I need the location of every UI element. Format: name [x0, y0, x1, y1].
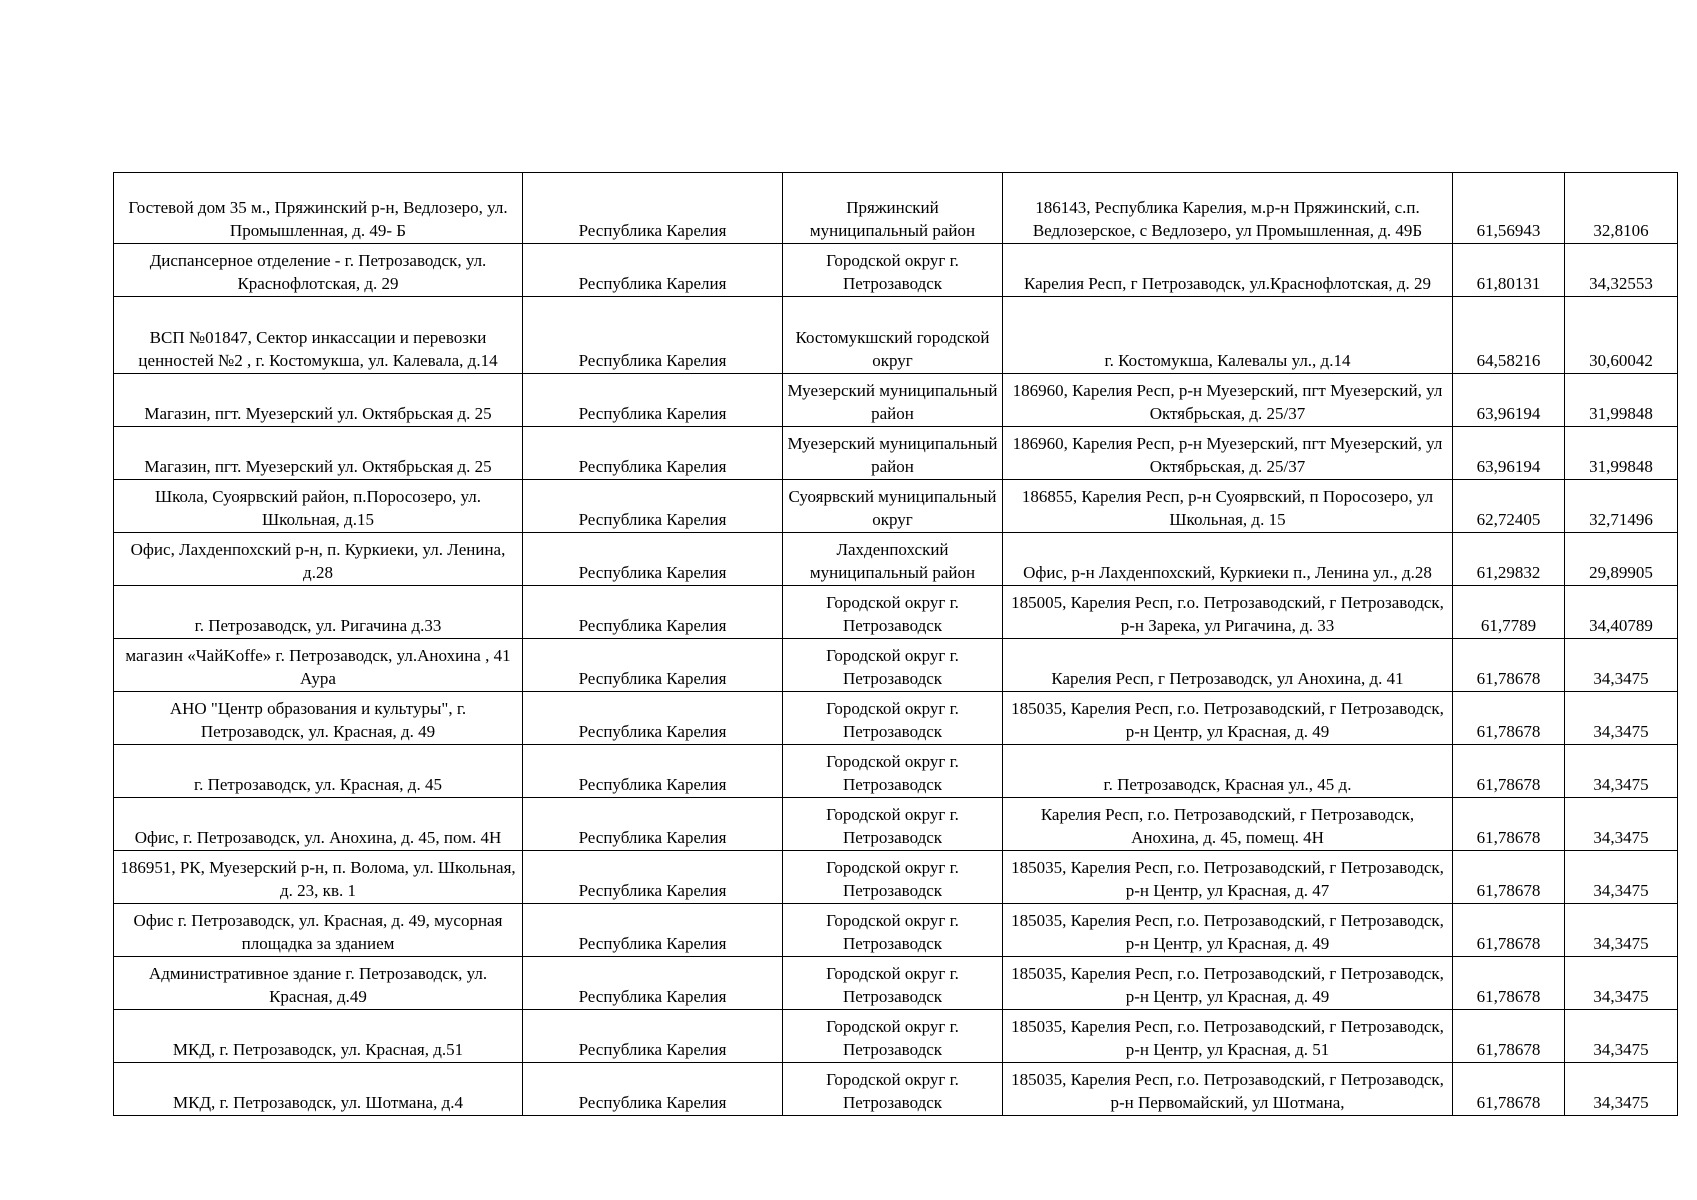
region-cell: Республика Карелия	[523, 798, 783, 851]
address-cell: 185005, Карелия Респ, г.о. Петрозаводский, г Петрозаводск, р-н Зарека, ул Ригачина, д. 33	[1003, 586, 1453, 639]
district-cell: Городской округ г. Петрозаводск	[783, 798, 1003, 851]
object-name-cell: Диспансерное отделение - г. Петрозаводск, ул. Краснофлотская, д. 29	[114, 244, 523, 297]
latitude-cell: 63,96194	[1453, 427, 1565, 480]
latitude-cell: 64,58216	[1453, 297, 1565, 374]
address-cell: Офис, р-н Лахденпохский, Куркиеки п., Ленина ул., д.28	[1003, 533, 1453, 586]
longitude-cell: 34,3475	[1565, 957, 1678, 1010]
longitude-cell: 34,32553	[1565, 244, 1678, 297]
address-cell: 186960, Карелия Респ, р-н Муезерский, пгт Муезерский, ул Октябрьская, д. 25/37	[1003, 374, 1453, 427]
table-row	[114, 798, 1678, 851]
latitude-cell: 61,78678	[1453, 639, 1565, 692]
region-cell: Республика Карелия	[523, 851, 783, 904]
latitude-cell: 61,80131	[1453, 244, 1565, 297]
locations-table	[113, 172, 1678, 1116]
address-cell: 186960, Карелия Респ, р-н Муезерский, пгт Муезерский, ул Октябрьская, д. 25/37	[1003, 427, 1453, 480]
latitude-cell: 61,78678	[1453, 798, 1565, 851]
region-cell: Республика Карелия	[523, 904, 783, 957]
address-cell: Карелия Респ, г Петрозаводск, ул.Краснофлотская, д. 29	[1003, 244, 1453, 297]
district-cell: Городской округ г. Петрозаводск	[783, 851, 1003, 904]
object-name-cell: г. Петрозаводск, ул. Красная, д. 45	[114, 745, 523, 798]
address-cell: 186855, Карелия Респ, р-н Суоярвский, п Поросозеро, ул Школьная, д. 15	[1003, 480, 1453, 533]
district-cell: Городской округ г. Петрозаводск	[783, 244, 1003, 297]
district-cell: Лахденпохский муниципальный район	[783, 533, 1003, 586]
latitude-cell: 61,78678	[1453, 957, 1565, 1010]
longitude-cell: 34,3475	[1565, 798, 1678, 851]
region-cell: Республика Карелия	[523, 244, 783, 297]
district-cell: Городской округ г. Петрозаводск	[783, 639, 1003, 692]
district-cell: Городской округ г. Петрозаводск	[783, 1010, 1003, 1063]
latitude-cell: 61,7789	[1453, 586, 1565, 639]
object-name-cell: Магазин, пгт. Муезерский ул. Октябрьская д. 25	[114, 427, 523, 480]
address-cell: г. Петрозаводск, Красная ул., 45 д.	[1003, 745, 1453, 798]
region-cell: Республика Карелия	[523, 586, 783, 639]
latitude-cell: 61,56943	[1453, 173, 1565, 244]
table-row	[114, 533, 1678, 586]
longitude-cell: 31,99848	[1565, 374, 1678, 427]
region-cell: Республика Карелия	[523, 1063, 783, 1116]
latitude-cell: 61,78678	[1453, 904, 1565, 957]
latitude-cell: 61,78678	[1453, 1010, 1565, 1063]
longitude-cell: 34,3475	[1565, 851, 1678, 904]
region-cell: Республика Карелия	[523, 427, 783, 480]
longitude-cell: 32,8106	[1565, 173, 1678, 244]
region-cell: Республика Карелия	[523, 480, 783, 533]
latitude-cell: 62,72405	[1453, 480, 1565, 533]
longitude-cell: 32,71496	[1565, 480, 1678, 533]
object-name-cell: МКД, г. Петрозаводск, ул. Красная, д.51	[114, 1010, 523, 1063]
address-cell: 186143, Республика Карелия, м.р-н Пряжинский, с.п. Ведлозерское, с Ведлозеро, ул Промышленная, д. 49Б	[1003, 173, 1453, 244]
region-cell: Республика Карелия	[523, 1010, 783, 1063]
latitude-cell: 63,96194	[1453, 374, 1565, 427]
object-name-cell: 186951, РК, Муезерский р-н, п. Волома, ул. Школьная, д. 23, кв. 1	[114, 851, 523, 904]
table-row	[114, 586, 1678, 639]
address-cell: 185035, Карелия Респ, г.о. Петрозаводский, г Петрозаводск, р-н Центр, ул Красная, д. 49	[1003, 957, 1453, 1010]
object-name-cell: Офис, г. Петрозаводск, ул. Анохина, д. 45, пом. 4Н	[114, 798, 523, 851]
address-cell: Карелия Респ, г.о. Петрозаводский, г Петрозаводск, Анохина, д. 45, помещ. 4Н	[1003, 798, 1453, 851]
latitude-cell: 61,78678	[1453, 745, 1565, 798]
table-row	[114, 1063, 1678, 1116]
table-row	[114, 745, 1678, 798]
district-cell: Городской округ г. Петрозаводск	[783, 745, 1003, 798]
latitude-cell: 61,78678	[1453, 851, 1565, 904]
address-cell: Карелия Респ, г Петрозаводск, ул Анохина, д. 41	[1003, 639, 1453, 692]
region-cell: Республика Карелия	[523, 297, 783, 374]
district-cell: Муезерский муниципальный район	[783, 374, 1003, 427]
region-cell: Республика Карелия	[523, 745, 783, 798]
longitude-cell: 34,3475	[1565, 692, 1678, 745]
region-cell: Республика Карелия	[523, 374, 783, 427]
address-cell: 185035, Карелия Респ, г.о. Петрозаводский, г Петрозаводск, р-н Центр, ул Красная, д. 49	[1003, 904, 1453, 957]
longitude-cell: 29,89905	[1565, 533, 1678, 586]
latitude-cell: 61,78678	[1453, 1063, 1565, 1116]
longitude-cell: 34,3475	[1565, 904, 1678, 957]
table-row	[114, 851, 1678, 904]
district-cell: Городской округ г. Петрозаводск	[783, 586, 1003, 639]
latitude-cell: 61,78678	[1453, 692, 1565, 745]
object-name-cell: магазин «ЧайKoffe» г. Петрозаводск, ул.Анохина , 41 Аура	[114, 639, 523, 692]
object-name-cell: МКД, г. Петрозаводск, ул. Шотмана, д.4	[114, 1063, 523, 1116]
table-row	[114, 173, 1678, 244]
district-cell: Пряжинский муниципальный район	[783, 173, 1003, 244]
region-cell: Республика Карелия	[523, 533, 783, 586]
district-cell: Костомукшский городской округ	[783, 297, 1003, 374]
longitude-cell: 34,3475	[1565, 1063, 1678, 1116]
object-name-cell: Гостевой дом 35 м., Пряжинский р-н, Ведлозеро, ул. Промышленная, д. 49- Б	[114, 173, 523, 244]
region-cell: Республика Карелия	[523, 957, 783, 1010]
longitude-cell: 34,3475	[1565, 745, 1678, 798]
region-cell: Республика Карелия	[523, 639, 783, 692]
object-name-cell: Школа, Суоярвский район, п.Поросозеро, ул. Школьная, д.15	[114, 480, 523, 533]
table-row	[114, 480, 1678, 533]
table-row	[114, 374, 1678, 427]
table-row	[114, 297, 1678, 374]
longitude-cell: 31,99848	[1565, 427, 1678, 480]
object-name-cell: Административное здание г. Петрозаводск, ул. Красная, д.49	[114, 957, 523, 1010]
table-row	[114, 244, 1678, 297]
object-name-cell: Магазин, пгт. Муезерский ул. Октябрьская д. 25	[114, 374, 523, 427]
table-row	[114, 427, 1678, 480]
table-row	[114, 957, 1678, 1010]
latitude-cell: 61,29832	[1453, 533, 1565, 586]
object-name-cell: ВСП №01847, Сектор инкассации и перевозки ценностей №2 , г. Костомукша, ул. Калевала, д.14	[114, 297, 523, 374]
region-cell: Республика Карелия	[523, 692, 783, 745]
table-row	[114, 904, 1678, 957]
table-row	[114, 692, 1678, 745]
longitude-cell: 34,3475	[1565, 639, 1678, 692]
longitude-cell: 30,60042	[1565, 297, 1678, 374]
object-name-cell: Офис г. Петрозаводск, ул. Красная, д. 49, мусорная площадка за зданием	[114, 904, 523, 957]
district-cell: Городской округ г. Петрозаводск	[783, 904, 1003, 957]
object-name-cell: г. Петрозаводск, ул. Ригачина д.33	[114, 586, 523, 639]
district-cell: Городской округ г. Петрозаводск	[783, 692, 1003, 745]
address-cell: г. Костомукша, Калевалы ул., д.14	[1003, 297, 1453, 374]
address-cell: 185035, Карелия Респ, г.о. Петрозаводский, г Петрозаводск, р-н Первомайский, ул Шотмана,	[1003, 1063, 1453, 1116]
address-cell: 185035, Карелия Респ, г.о. Петрозаводский, г Петрозаводск, р-н Центр, ул Красная, д. 47	[1003, 851, 1453, 904]
object-name-cell: АНО "Центр образования и культуры", г. Петрозаводск, ул. Красная, д. 49	[114, 692, 523, 745]
table-row	[114, 639, 1678, 692]
address-cell: 185035, Карелия Респ, г.о. Петрозаводский, г Петрозаводск, р-н Центр, ул Красная, д. 51	[1003, 1010, 1453, 1063]
longitude-cell: 34,3475	[1565, 1010, 1678, 1063]
address-cell: 185035, Карелия Респ, г.о. Петрозаводский, г Петрозаводск, р-н Центр, ул Красная, д. 49	[1003, 692, 1453, 745]
district-cell: Городской округ г. Петрозаводск	[783, 1063, 1003, 1116]
region-cell: Республика Карелия	[523, 173, 783, 244]
district-cell: Городской округ г. Петрозаводск	[783, 957, 1003, 1010]
table-row	[114, 1010, 1678, 1063]
district-cell: Суоярвский муниципальный округ	[783, 480, 1003, 533]
longitude-cell: 34,40789	[1565, 586, 1678, 639]
object-name-cell: Офис, Лахденпохский р-н, п. Куркиеки, ул. Ленина, д.28	[114, 533, 523, 586]
district-cell: Муезерский муниципальный район	[783, 427, 1003, 480]
